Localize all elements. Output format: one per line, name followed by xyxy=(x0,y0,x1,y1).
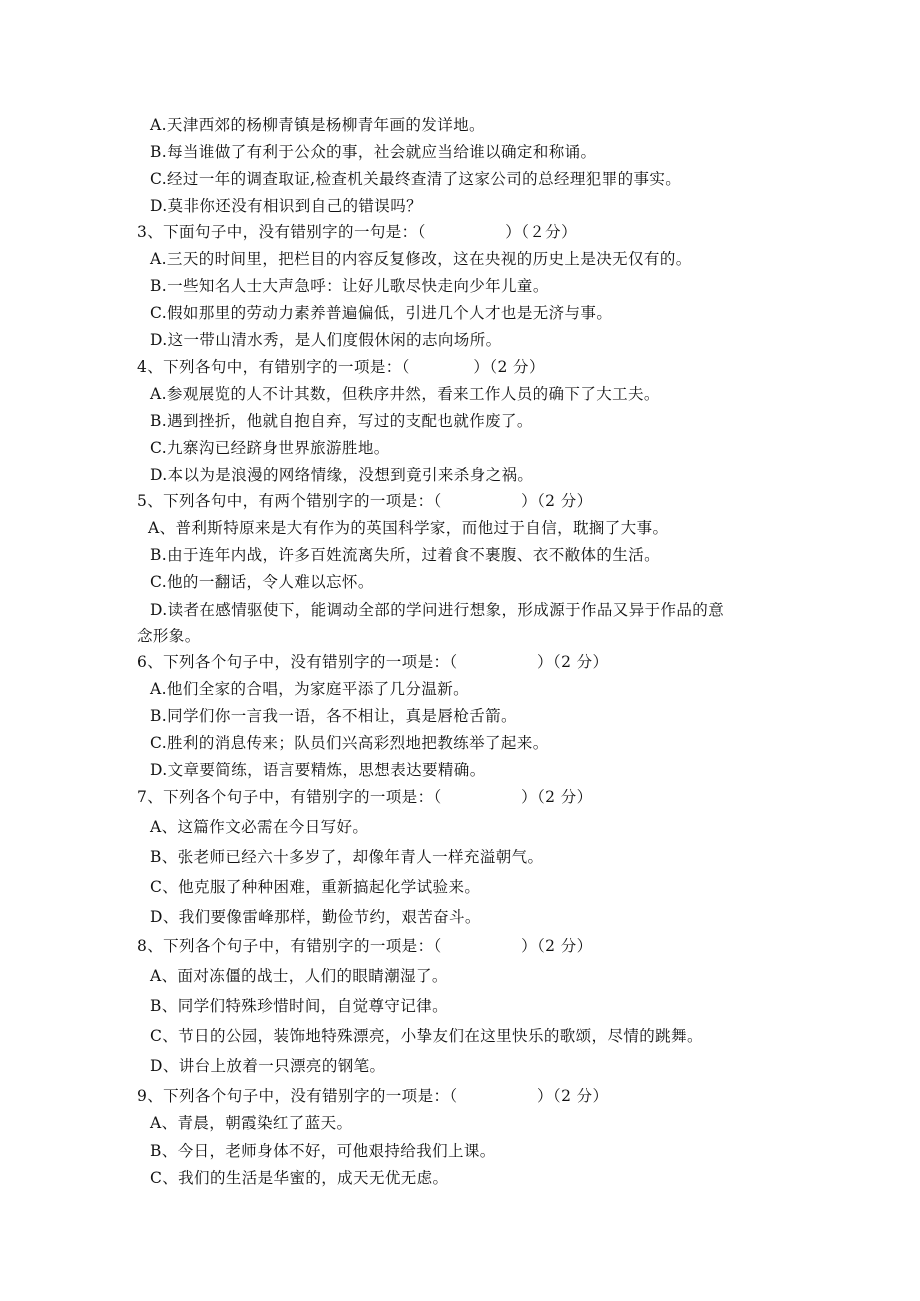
q7-option-b: B、张老师已经六十多岁了，却像年青人一样充溢朝气。 xyxy=(150,848,544,866)
q7-option-a: A、这篇作文必需在今日写好。 xyxy=(150,818,369,836)
q4-option-a: A.参观展览的人不计其数，但秩序井然，看来工作人员的确下了大工夫。 xyxy=(150,385,660,403)
q8-option-b: B、同学们特殊珍惜时间，自觉尊守记律。 xyxy=(150,997,448,1015)
q9-stem: 9、下列各个句子中，没有错别字的一项是：（ ）（2 分） xyxy=(137,1087,609,1105)
q7-stem: 7、下列各个句子中，有错别字的一项是：（ ）（2 分） xyxy=(137,788,593,806)
q8-option-d: D、讲台上放着一只漂亮的钢笔。 xyxy=(150,1057,386,1075)
q6-option-b: B.同学们你一言我一语，各不相让，真是唇枪舌箭。 xyxy=(150,707,517,725)
q5-option-a: A、普利斯特原来是大有作为的英国科学家，而他过于自信，耽搁了大事。 xyxy=(148,519,669,537)
q4-option-d: D.本以为是浪漫的网络情缘，没想到竟引来杀身之祸。 xyxy=(150,466,534,484)
q2-option-a: A.天津西郊的杨柳青镇是杨柳青年画的发详地。 xyxy=(150,116,485,134)
q2-option-c: C.经过一年的调查取证,检查机关最终查清了这家公司的总经理犯罪的事实。 xyxy=(150,170,682,188)
q9-option-b: B、今日，老师身体不好，可他艰持给我们上课。 xyxy=(150,1142,496,1160)
q2-option-d: D.莫非你还没有相识到自己的错误吗？ xyxy=(150,197,423,215)
q5-option-c: C.他的一翻话，令人难以忘怀。 xyxy=(150,573,374,591)
q5-option-d-line1: D.读者在感情驱使下，能调动全部的学问进行想象，形成源于作品又异于作品的意 xyxy=(150,601,725,619)
q7-option-d: D、我们要像雷峰那样，勤俭节约，艰苦奋斗。 xyxy=(150,908,481,926)
q6-option-a: A.他们全家的合唱，为家庭平添了几分温新。 xyxy=(150,680,470,698)
q3-option-c: C.假如那里的劳动力素养普遍偏低，引进几个人才也是无济与事。 xyxy=(150,304,613,322)
q5-option-d-line2: 念形象。 xyxy=(137,627,201,645)
q9-option-a: A、青晨，朝霞染红了蓝天。 xyxy=(150,1114,353,1132)
q3-stem: 3、下面句子中，没有错别字的一句是：（ ）（２分） xyxy=(137,223,577,241)
q6-stem: 6、下列各个句子中，没有错别字的一项是：（ ）（2 分） xyxy=(137,653,609,671)
q4-option-c: C.九寨沟已经跻身世界旅游胜地。 xyxy=(150,439,390,457)
q3-option-b: B.一些知名人士大声急呼：让好儿歌尽快走向少年儿童。 xyxy=(150,277,549,295)
q8-option-a: A、面对冻僵的战士，人们的眼睛潮湿了。 xyxy=(150,967,448,985)
q8-stem: 8、下列各个句子中，有错别字的一项是：（ ）（2 分） xyxy=(137,937,593,955)
q9-option-c: C、我们的生活是华蜜的，成天无优无虑。 xyxy=(150,1169,449,1187)
q4-option-b: B.遇到挫折，他就自抱自弃，写过的支配也就作废了。 xyxy=(150,412,533,430)
q8-option-c: C、节日的公园，装饰地特殊漂亮，小挚友们在这里快乐的歌颂，尽情的跳舞。 xyxy=(150,1027,703,1045)
q5-option-b: B.由于连年内战，许多百姓流离失所，过着食不裹腹、衣不敝体的生活。 xyxy=(150,546,661,564)
q3-option-d: D.这一带山清水秀，是人们度假休闲的志向场所。 xyxy=(150,331,502,349)
q7-option-c: C、他克服了种种困难，重新搞起化学试验来。 xyxy=(150,878,481,896)
q3-option-a: A.三天的时间里，把栏目的内容反复修改，这在央视的历史上是决无仅有的。 xyxy=(150,250,692,268)
q6-option-d: D.文章要简练，语言要精炼，思想表达要精确。 xyxy=(150,761,486,779)
q6-option-c: C.胜利的消息传来；队员们兴高彩烈地把教练举了起来。 xyxy=(150,734,549,752)
q2-option-b: B.每当谁做了有利于公众的事，社会就应当给谁以确定和称诵。 xyxy=(150,143,597,161)
q5-stem: 5、下列各句中，有两个错别字的一项是：（ ）（2 分） xyxy=(137,492,593,510)
q4-stem: 4、下列各句中，有错别字的一项是：（ ）（2 分） xyxy=(137,358,545,376)
